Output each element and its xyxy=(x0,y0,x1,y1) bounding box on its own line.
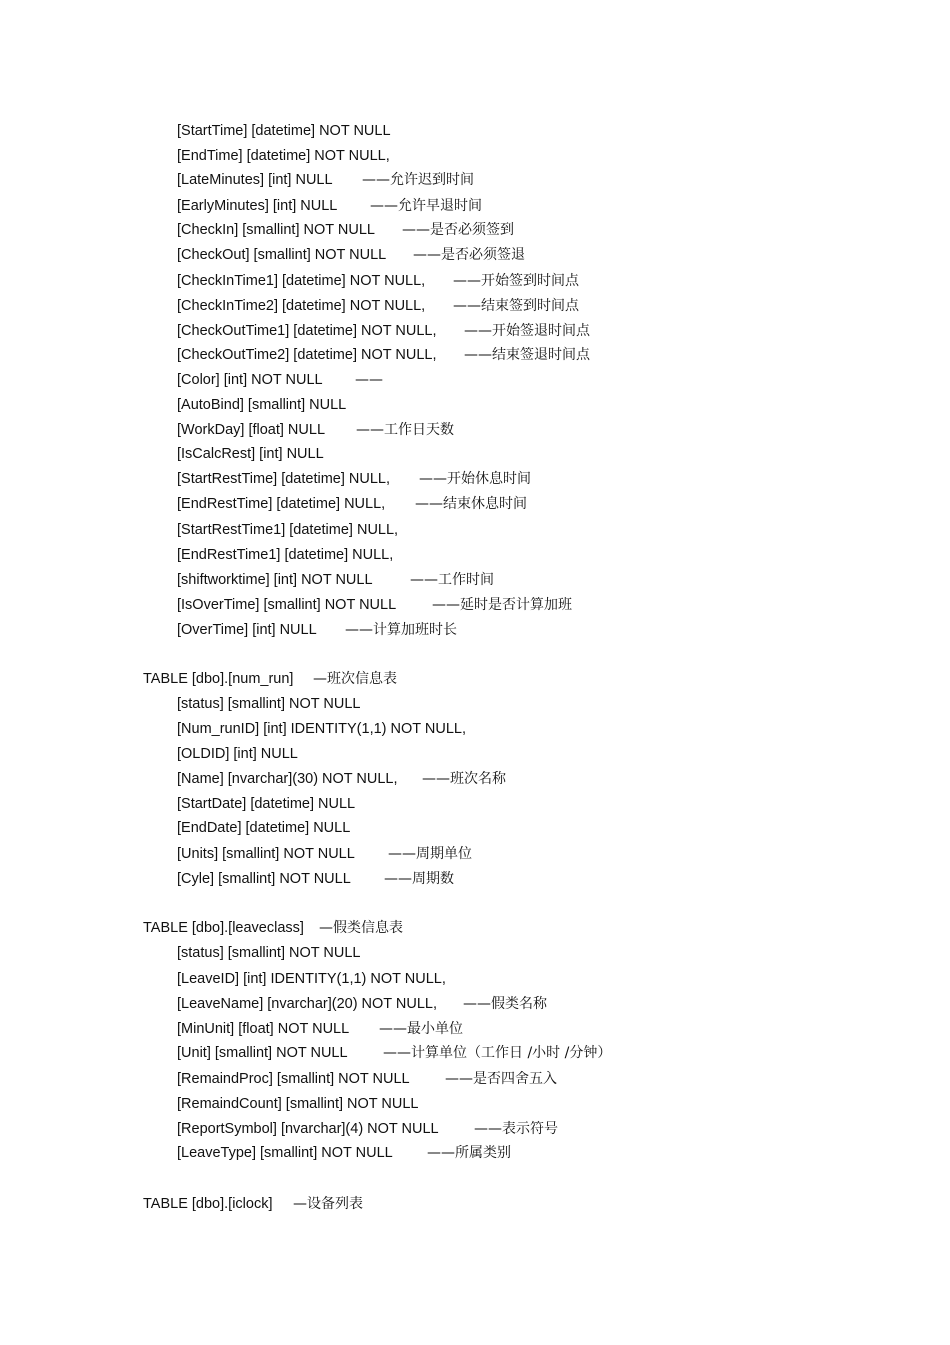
field-line xyxy=(177,443,324,465)
field-line xyxy=(177,295,579,317)
field-definition: [Units] [smallint] NOT NULL xyxy=(177,846,355,862)
field-definition: [Num_runID] [int] IDENTITY(1,1) NOT NULL, xyxy=(177,721,466,737)
field-comment: ——是否必须签到 xyxy=(402,222,514,238)
field-comment: ——结束休息时间 xyxy=(415,496,527,512)
field-comment: ——开始休息时间 xyxy=(419,471,531,487)
field-line xyxy=(177,120,391,142)
table-comment: —设备列表 xyxy=(293,1196,363,1212)
field-line xyxy=(177,519,398,541)
field-definition: [LeaveType] [smallint] NOT NULL xyxy=(177,1145,393,1161)
field-definition: [EndRestTime1] [datetime] NULL, xyxy=(177,547,394,563)
field-definition: [CheckInTime1] [datetime] NOT NULL, xyxy=(177,273,426,289)
field-definition: [CheckOutTime1] [datetime] NOT NULL, xyxy=(177,323,437,339)
field-line xyxy=(177,1042,612,1064)
field-definition: [CheckIn] [smallint] NOT NULL xyxy=(177,222,375,238)
field-definition: [LeaveName] [nvarchar](20) NOT NULL, xyxy=(177,996,438,1012)
field-comment: ——周期数 xyxy=(384,871,454,887)
field-line xyxy=(177,270,579,292)
field-line xyxy=(177,419,454,441)
field-comment: ——开始签退时间点 xyxy=(464,323,590,339)
table-header xyxy=(143,668,397,690)
field-definition: [status] [smallint] NOT NULL xyxy=(177,945,361,961)
field-definition: [status] [smallint] NOT NULL xyxy=(177,696,361,712)
field-definition: [StartRestTime1] [datetime] NULL, xyxy=(177,522,399,538)
field-comment: ——表示符号 xyxy=(474,1121,558,1137)
field-definition: [OLDID] [int] NULL xyxy=(177,746,298,762)
field-line xyxy=(177,219,514,241)
field-definition: [CheckInTime2] [datetime] NOT NULL, xyxy=(177,298,426,314)
field-line xyxy=(177,718,466,740)
table-header xyxy=(143,917,403,939)
field-definition: [WorkDay] [float] NULL xyxy=(177,422,326,438)
field-comment: ——是否必须签退 xyxy=(413,247,525,263)
table-header xyxy=(143,1193,363,1215)
field-line xyxy=(177,468,531,490)
field-line xyxy=(177,1093,419,1115)
field-comment: ——是否四舍五入 xyxy=(445,1071,557,1087)
field-line xyxy=(177,394,346,416)
field-definition: [EndRestTime] [datetime] NULL, xyxy=(177,496,386,512)
field-definition: [EarlyMinutes] [int] NULL xyxy=(177,198,338,214)
field-line xyxy=(177,145,390,167)
field-definition: [Color] [int] NOT NULL xyxy=(177,372,323,388)
field-line xyxy=(177,993,547,1015)
field-line xyxy=(177,195,482,217)
field-definition: [EndTime] [datetime] NOT NULL, xyxy=(177,148,390,164)
table-comment: —班次信息表 xyxy=(313,671,397,687)
field-line xyxy=(177,169,474,191)
field-definition: [StartTime] [datetime] NOT NULL xyxy=(177,123,391,139)
field-comment: ——允许迟到时间 xyxy=(362,172,474,188)
field-comment: ——最小单位 xyxy=(379,1021,463,1037)
field-line xyxy=(177,344,590,366)
field-definition: [shiftworktime] [int] NOT NULL xyxy=(177,572,373,588)
field-line xyxy=(177,942,360,964)
field-comment: ——结束签到时间点 xyxy=(453,298,579,314)
field-definition: [ReportSymbol] [nvarchar](4) NOT NULL xyxy=(177,1121,439,1137)
field-comment: ——工作日天数 xyxy=(356,422,454,438)
field-comment: ——假类名称 xyxy=(463,996,547,1012)
field-line xyxy=(177,968,446,990)
field-definition: [MinUnit] [float] NOT NULL xyxy=(177,1021,350,1037)
field-line xyxy=(177,768,506,790)
field-line xyxy=(177,1118,558,1140)
field-definition: [EndDate] [datetime] NULL xyxy=(177,820,351,836)
field-definition: [CheckOutTime2] [datetime] NOT NULL, xyxy=(177,347,437,363)
field-comment: ——计算单位（工作日 /小时 /分钟） xyxy=(383,1045,612,1061)
field-definition: [IsCalcRest] [int] NULL xyxy=(177,446,324,462)
field-comment: ——所属类别 xyxy=(427,1145,511,1161)
field-definition: [StartRestTime] [datetime] NULL, xyxy=(177,471,391,487)
field-line xyxy=(177,843,472,865)
field-comment: ——开始签到时间点 xyxy=(453,273,579,289)
field-definition: [StartDate] [datetime] NULL xyxy=(177,796,356,812)
field-definition: [CheckOut] [smallint] NOT NULL xyxy=(177,247,387,263)
field-definition: [LateMinutes] [int] NULL xyxy=(177,172,333,188)
table-name: TABLE [dbo].[iclock] xyxy=(143,1196,273,1212)
field-line xyxy=(177,320,590,342)
field-line xyxy=(177,693,360,715)
field-line xyxy=(177,369,383,391)
field-line xyxy=(177,1142,511,1164)
field-definition: [Unit] [smallint] NOT NULL xyxy=(177,1045,348,1061)
field-line xyxy=(177,793,355,815)
field-line xyxy=(177,1018,463,1040)
table-comment: —假类信息表 xyxy=(319,920,403,936)
field-comment: ——延时是否计算加班 xyxy=(432,597,572,613)
field-line xyxy=(177,817,350,839)
field-comment: ——班次名称 xyxy=(422,771,506,787)
field-line xyxy=(177,743,298,765)
field-line xyxy=(177,1068,557,1090)
field-comment: ——结束签退时间点 xyxy=(464,347,590,363)
field-comment: ——周期单位 xyxy=(388,846,472,862)
field-comment: ——工作时间 xyxy=(410,572,494,588)
field-comment: ——允许早退时间 xyxy=(370,198,482,214)
field-line xyxy=(177,619,457,641)
field-line xyxy=(177,544,393,566)
field-definition: [RemaindProc] [smallint] NOT NULL xyxy=(177,1071,410,1087)
field-definition: [OverTime] [int] NULL xyxy=(177,622,317,638)
field-comment: ——计算加班时长 xyxy=(345,622,457,638)
field-line xyxy=(177,244,525,266)
field-definition: [Cyle] [smallint] NOT NULL xyxy=(177,871,351,887)
field-line xyxy=(177,594,572,616)
field-line xyxy=(177,493,527,515)
field-line xyxy=(177,868,454,890)
field-definition: [Name] [nvarchar](30) NOT NULL, xyxy=(177,771,398,787)
table-name: TABLE [dbo].[num_run] xyxy=(143,671,294,687)
field-definition: [LeaveID] [int] IDENTITY(1,1) NOT NULL, xyxy=(177,971,446,987)
field-line xyxy=(177,569,494,591)
field-definition: [AutoBind] [smallint] NULL xyxy=(177,397,347,413)
field-definition: [RemaindCount] [smallint] NOT NULL xyxy=(177,1096,419,1112)
field-comment: —— xyxy=(355,372,383,388)
table-name: TABLE [dbo].[leaveclass] xyxy=(143,920,304,936)
field-definition: [IsOverTime] [smallint] NOT NULL xyxy=(177,597,397,613)
